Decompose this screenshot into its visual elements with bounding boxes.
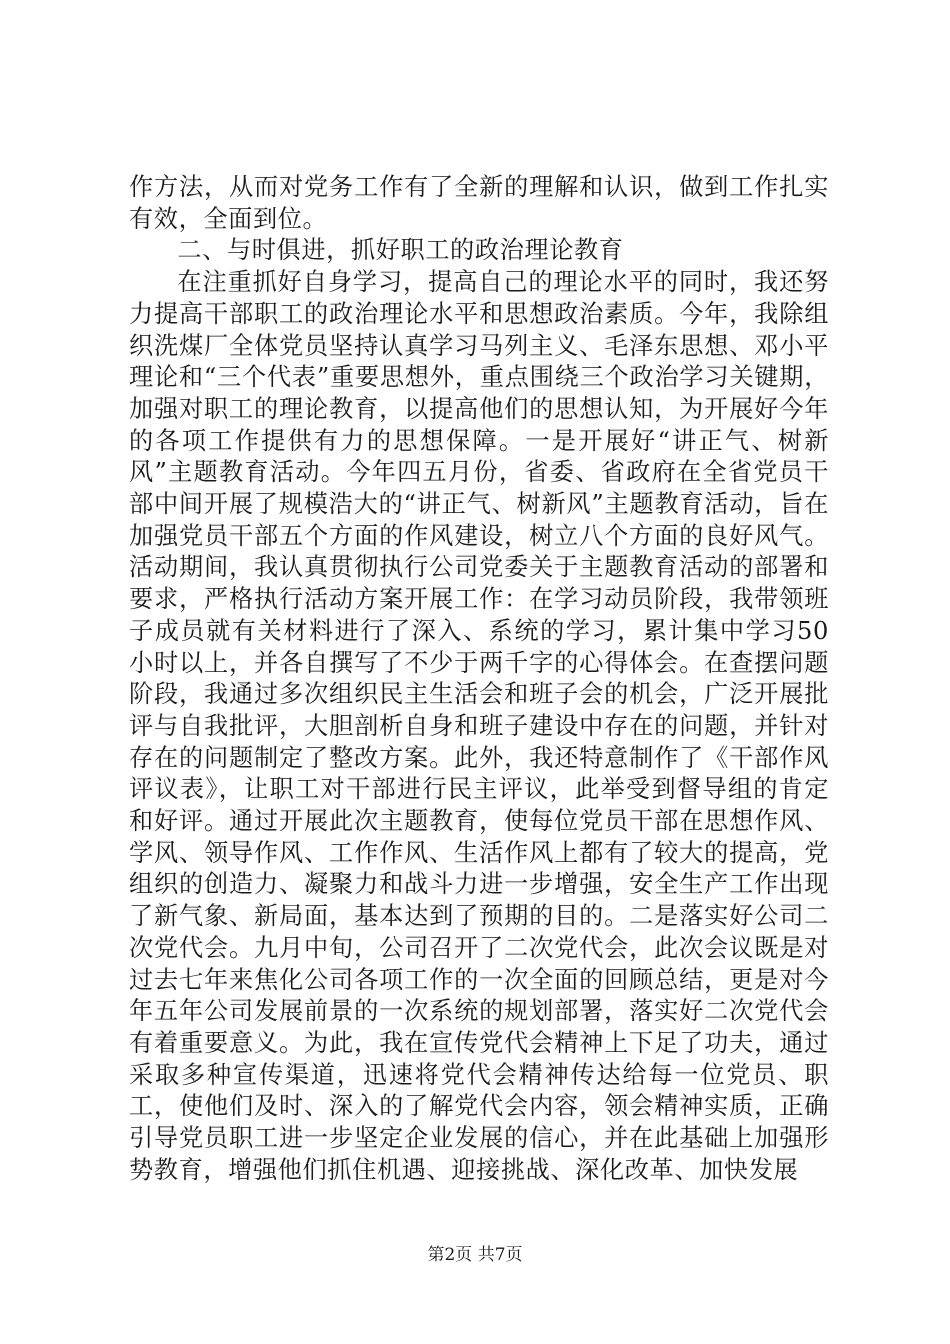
paragraph-body: 在注重抓好自身学习，提高自己的理论水平的同时，我还努力提高干部职工的政治理论水平和思想政治素质。今年，我除组织洗煤厂全体党员坚持认真学习马列主义、毛泽东思想、邓小平理论和“三个代表”重要思想外，重点围绕三个政治学习关键期，加强对职工的理论教育，以提高他们的思想认知，为开展好今年的各项工作提供有力的思想保障。一是开展好“讲正气、树新风”主题教育活动。今年四五月份，省委、省政府在全省党员干部中间开展了规模浩大的“讲正气、树新风”主题教育活动，旨在加强党员干部五个方面的作风建设，树立八个方面的良好风气。活动期间，我认真贯彻执行公司党委关于主题教育活动的部署和要求，严格执行活动方案开展工作：在学习动员阶段，我带领班子成员就有关材料进行了深入、系统的学习，累计集中学习50小时以上，并各自撰写了不少于两千字的心得体会。在查摆问题阶段，我通过多次组织民主生活会和班子会的机会，广泛开展批评与自我批评，大胆剖析自身和班子建设中存在的问题，并针对存在的问题制定了整改方案。此外，我还特意制作了《干部作风评议表》，让职工对干部进行民主评议，此举受到督导组的肯定和好评。通过开展此次主题教育，使每位党员干部在思想作风、学风、领导作风、工作作风、生活作风上都有了较大的提高，党组织的创造力、凝聚力和战斗力进一步增强，安全生产工作出现了新气象、新局面，基本达到了预期的目的。二是落实好公司二次党代会。九月中旬，公司召开了二次党代会，此次会议既是对过去七年来焦化公司各项工作的一次全面的回顾总结，更是对今年五年公司发展前景的一次系统的规划部署，落实好二次党代会有着重要意义。为此，我在宣传党代会精神上下足了功夫，通过采取多种宣传渠道，迅速将党代会精神传达给每一位党员、职工，使他们及时、深入的了解党代会内容，领会精神实质，正确引导党员职工进一步坚定企业发展的信心，并在此基础上加强形势教育，增强他们抓住机遇、迎接挑战、深化改革、加快发展: [129, 268, 829, 1184]
section-heading: 二、与时俱进，抓好职工的政治理论教育: [177, 236, 624, 265]
page-number-footer: 第2页 共7页: [427, 1245, 523, 1265]
document-body: [129, 172, 829, 1187]
paragraph-continuation: 作方法，从而对党务工作有了全新的理解和认识，做到工作扎实有效，全面到位。: [129, 173, 829, 233]
